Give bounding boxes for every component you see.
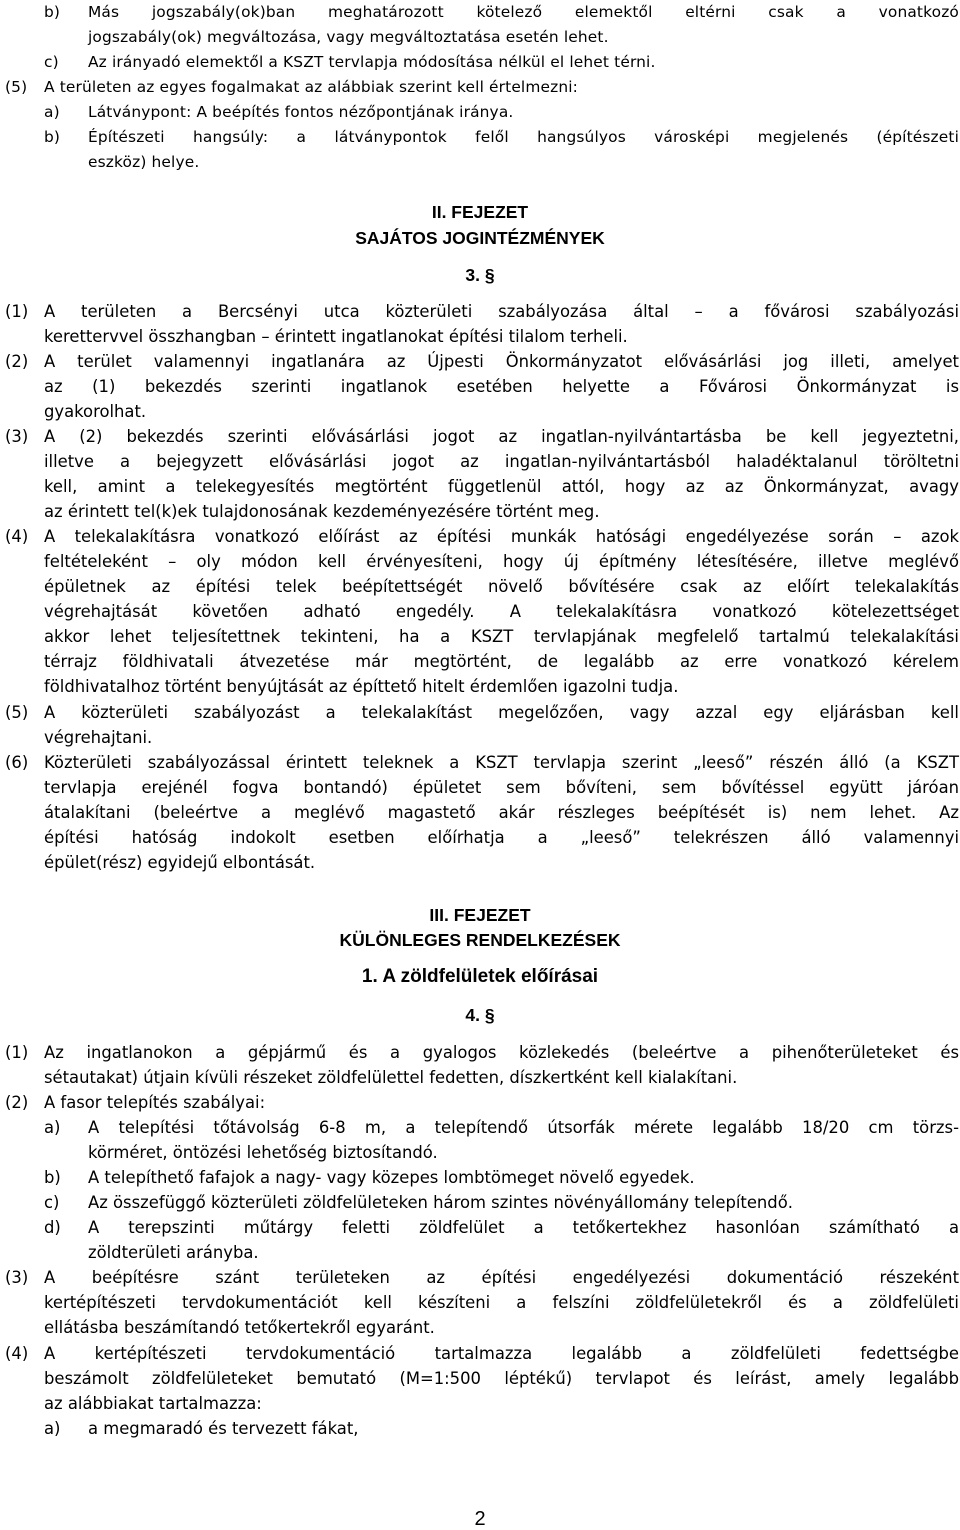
text-line: A területen a Bercsényi utca közterületi szabályozása által – a fővárosi szabályozási bbox=[44, 302, 959, 321]
text-line: A fasor telepítés szabályai: bbox=[44, 1093, 266, 1112]
text-line: kerettervvel összhangban – érintett ingatlanokat építési tilalom terheli. bbox=[44, 327, 628, 346]
text-line: A telepíthető fafajok a nagy- vagy közepes lombtömeget növelő egyedek. bbox=[88, 1168, 695, 1187]
text-line: illetve a bejegyzett elővásárlási jogot az ingatlan-nyilvántartásból haladéktalanul töröltetni bbox=[44, 452, 959, 471]
item-label: c) bbox=[44, 53, 59, 71]
text-line: az alábbiakat tartalmazza: bbox=[44, 1394, 262, 1413]
text-line: az érintett tel(k)ek tulajdonosának kezdeményezésére történt meg. bbox=[44, 502, 600, 521]
section-number: 3. § bbox=[465, 265, 495, 285]
item-label: d) bbox=[44, 1218, 61, 1237]
item-label: b) bbox=[44, 3, 61, 21]
text-line: gyakorolhat. bbox=[44, 402, 147, 421]
text-line: ellátásba beszámítandó tetőkertekről egyaránt. bbox=[44, 1318, 435, 1337]
paragraph-number: (2) bbox=[5, 352, 29, 371]
text-line: Építészeti hangsúly: a látványpontok felől hangsúlyos városképi megjelenés (építészeti bbox=[88, 128, 959, 146]
item-label: a) bbox=[44, 1419, 61, 1438]
text-line: földhivatalhoz történt benyújtását az építtető hitelt érdemlően igazolni tudja. bbox=[44, 677, 679, 696]
text-line: A területen az egyes fogalmakat az alábbiak szerint kell értelmezni: bbox=[44, 78, 579, 96]
text-line: épületnek az építési telek beépítettségét növelő bővítésére csak az előírt telekalakítás bbox=[44, 577, 959, 596]
text-line: beszámolt zöldfelületeket bemutató (M=1:500 léptékű) tervlapot és leírást, amely legalább bbox=[44, 1369, 959, 1388]
item-label: a) bbox=[44, 103, 60, 121]
chapter-subtitle: SAJÁTOS JOGINTÉZMÉNYEK bbox=[355, 228, 605, 248]
text-line: körméret, öntözési lehetőség biztosítandó. bbox=[88, 1143, 438, 1162]
section-number: 4. § bbox=[465, 1005, 495, 1025]
paragraph-number: (4) bbox=[5, 527, 29, 546]
text-line: Az összefüggő közterületi zöldfelületeken három szintes növényállomány telepítendő. bbox=[88, 1193, 793, 1212]
text-line: jogszabály(ok) megváltozása, vagy megváltoztatása esetén lehet. bbox=[88, 28, 609, 46]
text-line: kertépítészeti tervdokumentációt kell készíteni a felszíni zöldfelületekről és a zöldfelületi bbox=[44, 1293, 959, 1312]
text-line: A közterületi szabályozást a telekalakítást megelőzően, vagy azzal egy eljárásban kell bbox=[44, 703, 959, 722]
item-label: b) bbox=[44, 1168, 61, 1187]
page-number: 2 bbox=[474, 1508, 486, 1530]
text-line: tervlapja erejénél fogva bontandó) épületet sem bővíteni, sem bővítéssel együtt járóan bbox=[44, 778, 959, 797]
paragraph-number: (6) bbox=[5, 753, 29, 772]
text-line: kell, amint a telekegyesítés megtörtént függetlenül attól, hogy az az Önkormányzat, avagy bbox=[44, 477, 959, 496]
text-line: akkor lehet teljesítettnek tekinteni, ha a KSZT tervlapjának megfelelő tartalmú telekalakítási bbox=[44, 627, 959, 646]
text-line: építési hatóság indokolt esetben előírhatja a „leeső” telekrészen álló valamennyi bbox=[44, 828, 959, 847]
chapter-title: III. FEJEZET bbox=[429, 905, 531, 925]
text-line: a megmaradó és tervezett fákat, bbox=[88, 1419, 359, 1438]
text-line: átalakítani (beleértve a meglévő magastető akár részleges beépítését is) nem lehet. Az bbox=[44, 803, 959, 822]
text-line: az (1) bekezdés szerinti ingatlanok esetében helyette a Fővárosi Önkormányzat is bbox=[44, 377, 959, 396]
chapter-title: II. FEJEZET bbox=[431, 202, 529, 222]
text-line: Az irányadó elemektől a KSZT tervlapja módosítása nélkül el lehet térni. bbox=[88, 53, 656, 71]
text-line: Látványpont: A beépítés fontos nézőpontjának iránya. bbox=[88, 103, 514, 121]
chapter-subtitle: KÜLÖNLEGES RENDELKEZÉSEK bbox=[339, 930, 621, 950]
text-line: végrehajtani. bbox=[44, 728, 153, 747]
subsection-title: 1. A zöldfelületek előírásai bbox=[361, 966, 599, 987]
text-line: Közterületi szabályozással érintett teleknek a KSZT tervlapja szerint „leeső” részén álló (a KSZT bbox=[44, 753, 959, 772]
paragraph-number: (5) bbox=[5, 78, 28, 96]
paragraph-number: (1) bbox=[5, 1043, 29, 1062]
item-label: a) bbox=[44, 1118, 61, 1137]
text-line: A kertépítészeti tervdokumentáció tartalmazza legalább a zöldfelületi fedettségbe bbox=[44, 1344, 959, 1363]
text-line: feltételeként – oly módon kell érvényesíteni, hogy új építmény létesítésére, illetve meglévő bbox=[44, 552, 959, 571]
text-line: A (2) bekezdés szerinti elővásárlási jogot az ingatlan-nyilvántartásba be kell jegyeztetni, bbox=[44, 427, 959, 446]
text-line: A telekalakításra vonatkozó előírást az építési munkák hatósági engedélyezése során – azok bbox=[44, 527, 959, 546]
text-line: Az ingatlanokon a gépjármű és a gyalogos közlekedés (beleértve a pihenőterületeket és bbox=[44, 1043, 959, 1062]
text-line: A terepszinti műtárgy feletti zöldfelület a tetőkertekhez hasonlóan számítható a bbox=[88, 1218, 959, 1237]
text-line: A telepítési tőtávolság 6-8 m, a telepítendő útsorfák mérete legalább 18/20 cm törzs- bbox=[88, 1118, 959, 1137]
paragraph-number: (3) bbox=[5, 427, 29, 446]
text-line: épület(rész) egyidejű elbontását. bbox=[44, 853, 316, 872]
text-line: Más jogszabály(ok)ban meghatározott kötelező elemektől eltérni csak a vonatkozó bbox=[88, 3, 959, 21]
text-line: A terület valamennyi ingatlanára az Újpesti Önkormányzatot elővásárlási jog illeti, amelyet bbox=[44, 352, 959, 371]
text-line: sétautakat) útjain kívüli részeket zöldfelülettel fedetten, díszkertként kell kialakítani. bbox=[44, 1068, 738, 1087]
paragraph-number: (5) bbox=[5, 703, 29, 722]
text-line: A beépítésre szánt területeken az építési engedélyezési dokumentáció részeként bbox=[44, 1268, 959, 1287]
text-line: térrajz földhivatali átvezetése már megtörtént, de legalább az erre vonatkozó kérelem bbox=[44, 652, 959, 671]
item-label: c) bbox=[44, 1193, 60, 1212]
text-line: végrehajtását követően adható engedély. A telekalakításra vonatkozó kötelezettséget bbox=[44, 602, 959, 621]
text-line: zöldterületi arányba. bbox=[88, 1243, 259, 1262]
text-line: eszköz) helye. bbox=[88, 153, 200, 171]
paragraph-number: (3) bbox=[5, 1268, 29, 1287]
paragraph-number: (1) bbox=[5, 302, 29, 321]
paragraph-number: (2) bbox=[5, 1093, 29, 1112]
paragraph-number: (4) bbox=[5, 1344, 29, 1363]
item-label: b) bbox=[44, 128, 61, 146]
